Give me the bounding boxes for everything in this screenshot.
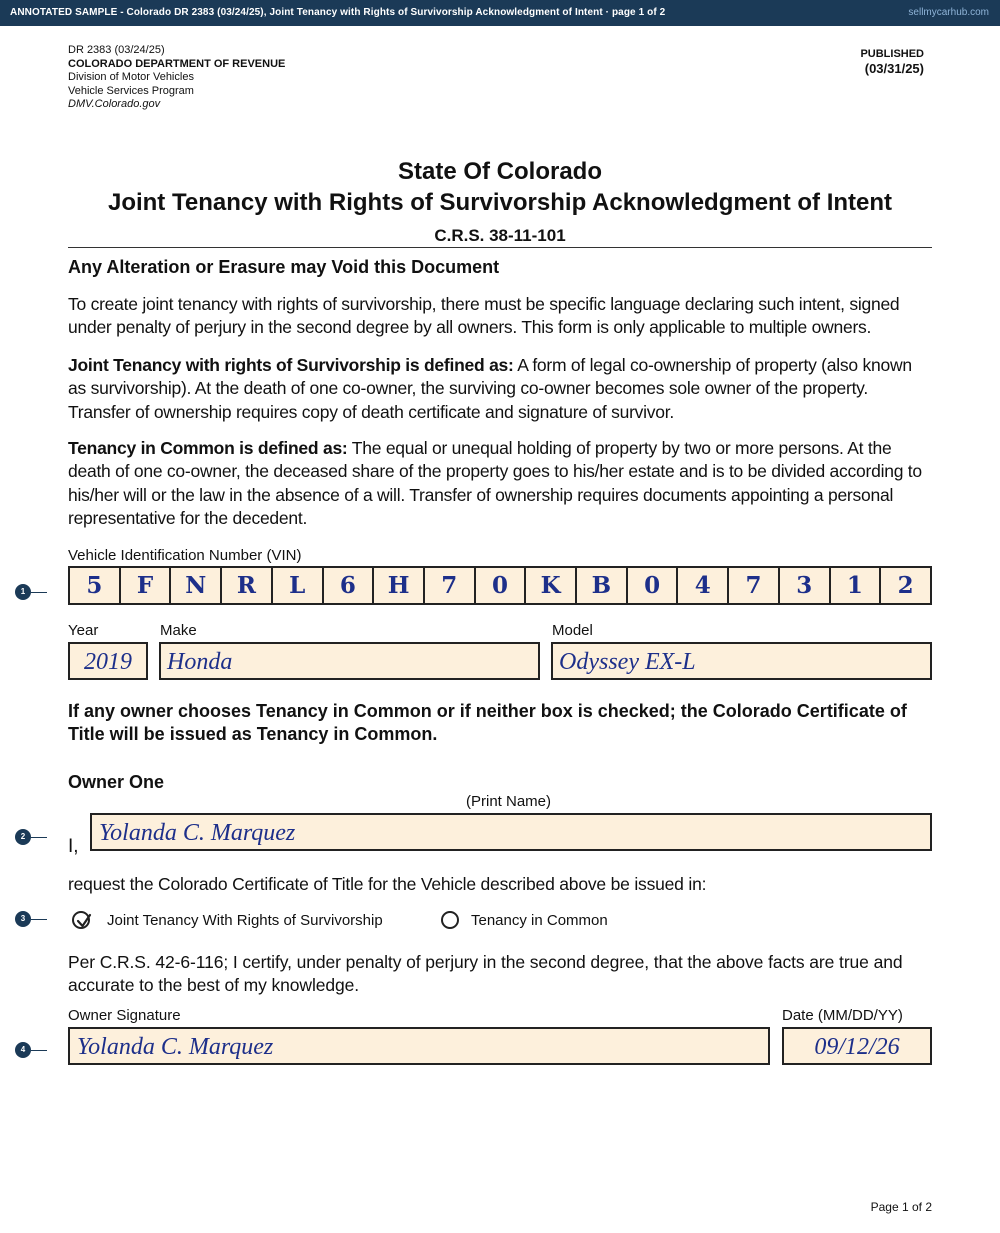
intro-paragraph: To create joint tenancy with rights of survivorship, there must be specific language declaring such intent, signed under penalty of perjury in the second degree by all owners. This form is only applicable to multiple owners. bbox=[68, 294, 900, 338]
tenancy-in-common-definition bbox=[68, 437, 934, 530]
vin-character-cell[interactable]: 7 bbox=[425, 568, 476, 603]
department-name: COLORADO DEPARTMENT OF REVENUE bbox=[68, 57, 286, 70]
vin-character-cell[interactable]: 7 bbox=[729, 568, 780, 603]
signature-field[interactable]: Yolanda C. Marquez bbox=[68, 1027, 770, 1065]
signature-label: Owner Signature bbox=[68, 1007, 181, 1024]
year-field[interactable]: 2019 bbox=[68, 642, 148, 680]
vin-character-cell[interactable]: H bbox=[374, 568, 425, 603]
vin-character-cell[interactable]: 1 bbox=[831, 568, 882, 603]
annotation-leader-1 bbox=[31, 592, 47, 593]
page-number: Page 1 of 2 bbox=[870, 1200, 932, 1214]
vin-character-cell[interactable]: F bbox=[121, 568, 172, 603]
vin-field[interactable] bbox=[68, 566, 932, 605]
division-name: Division of Motor Vehicles bbox=[68, 71, 194, 83]
joint-tenancy-radio[interactable] bbox=[72, 911, 90, 929]
date-label: Date (MM/DD/YY) bbox=[782, 1007, 903, 1024]
tenancy-in-common-radio[interactable] bbox=[441, 911, 459, 929]
tenancy-in-common-option-label: Tenancy in Common bbox=[471, 912, 608, 929]
model-field[interactable]: Odyssey EX-L bbox=[551, 642, 932, 680]
vin-character-cell[interactable]: 0 bbox=[628, 568, 679, 603]
joint-tenancy-term: Joint Tenancy with rights of Survivorship is defined as: bbox=[68, 355, 514, 375]
vin-character-cell[interactable]: L bbox=[273, 568, 324, 603]
alteration-warning: Any Alteration or Erasure may Void this Document bbox=[68, 257, 500, 277]
annotation-marker-2: 2 bbox=[15, 829, 31, 845]
title-divider bbox=[68, 247, 932, 248]
checkmark-icon bbox=[73, 910, 95, 932]
vin-character-cell[interactable]: 3 bbox=[780, 568, 831, 603]
agency-website: DMV.Colorado.gov bbox=[68, 98, 161, 110]
model-label: Model bbox=[552, 622, 593, 639]
annotation-leader-3 bbox=[31, 919, 47, 920]
print-name-label: (Print Name) bbox=[466, 793, 552, 810]
annotation-leader-2 bbox=[31, 837, 47, 838]
annotation-marker-4: 4 bbox=[15, 1042, 31, 1058]
vin-character-cell[interactable]: 0 bbox=[476, 568, 527, 603]
vin-character-cell[interactable]: R bbox=[222, 568, 273, 603]
certification-text: Per C.R.S. 42-6-116; I certify, under penalty of perjury in the second degree, that the above facts are true and accurate to the best of my knowledge. bbox=[68, 952, 903, 995]
published-date: (03/31/25) bbox=[864, 61, 924, 76]
annotation-banner bbox=[0, 0, 1000, 26]
vin-character-cell[interactable]: B bbox=[577, 568, 628, 603]
joint-tenancy-text: A form of legal co-ownership of property (also known as survivorship). At the death of one co-owner, the surviving co-owner becomes sole owner of the property. Transfer of ownership requires copy of death certificate and signature of survivor. bbox=[68, 355, 912, 422]
published-stamp bbox=[860, 48, 924, 77]
form-title: Joint Tenancy with Rights of Survivorship Acknowledgment of Intent bbox=[107, 189, 893, 216]
banner-title: ANNOTATED SAMPLE - Colorado DR 2383 (03/24/25), Joint Tenancy with Rights of Survivorship Acknowledgment of Intent · page 1 of 2 bbox=[10, 7, 666, 18]
annotation-leader-4 bbox=[31, 1050, 47, 1051]
make-label: Make bbox=[160, 622, 197, 639]
vin-character-cell[interactable]: N bbox=[171, 568, 222, 603]
vin-character-cell[interactable]: 5 bbox=[70, 568, 121, 603]
date-field[interactable]: 09/12/26 bbox=[782, 1027, 932, 1065]
owner-name-field[interactable]: Yolanda C. Marquez bbox=[90, 813, 932, 851]
vin-character-cell[interactable]: K bbox=[526, 568, 577, 603]
tenancy-notice: If any owner chooses Tenancy in Common or if neither box is checked; the Colorado Certificate of Title will be issued as Tenancy in Common. bbox=[68, 701, 907, 744]
i-label: I, bbox=[68, 836, 79, 857]
joint-tenancy-option-label: Joint Tenancy With Rights of Survivorship bbox=[107, 912, 383, 929]
statute-reference: C.R.S. 38-11-101 bbox=[434, 226, 566, 245]
year-label: Year bbox=[68, 622, 99, 639]
vin-character-cell[interactable]: 6 bbox=[324, 568, 375, 603]
form-number: DR 2383 (03/24/25) bbox=[68, 44, 165, 56]
vin-label: Vehicle Identification Number (VIN) bbox=[68, 547, 302, 564]
agency-header bbox=[68, 44, 285, 112]
vin-character-cell[interactable]: 2 bbox=[897, 572, 914, 599]
annotation-marker-1: 1 bbox=[15, 584, 31, 600]
annotation-marker-3: 3 bbox=[15, 911, 31, 927]
banner-site-link[interactable]: sellmycarhub.com bbox=[908, 7, 989, 18]
request-text: request the Colorado Certificate of Title for the Vehicle described above be issued in: bbox=[68, 874, 707, 894]
published-label: PUBLISHED bbox=[860, 48, 924, 60]
state-title: State Of Colorado bbox=[397, 158, 602, 185]
vin-character-cell[interactable]: 4 bbox=[678, 568, 729, 603]
joint-tenancy-definition bbox=[68, 354, 934, 424]
program-name: Vehicle Services Program bbox=[68, 84, 194, 97]
tenancy-in-common-text: The equal or unequal holding of property by two or more persons. At the death of one co-owner, the deceased share of the property goes to his/her estate and is to be divided according to his/her will or the law in the absence of a will. Transfer of ownership requires documents appointing a personal representative for the decedent. bbox=[68, 438, 922, 528]
owner-one-heading: Owner One bbox=[68, 772, 165, 792]
tenancy-in-common-term: Tenancy in Common is defined as: bbox=[68, 438, 348, 458]
make-field[interactable]: Honda bbox=[159, 642, 540, 680]
